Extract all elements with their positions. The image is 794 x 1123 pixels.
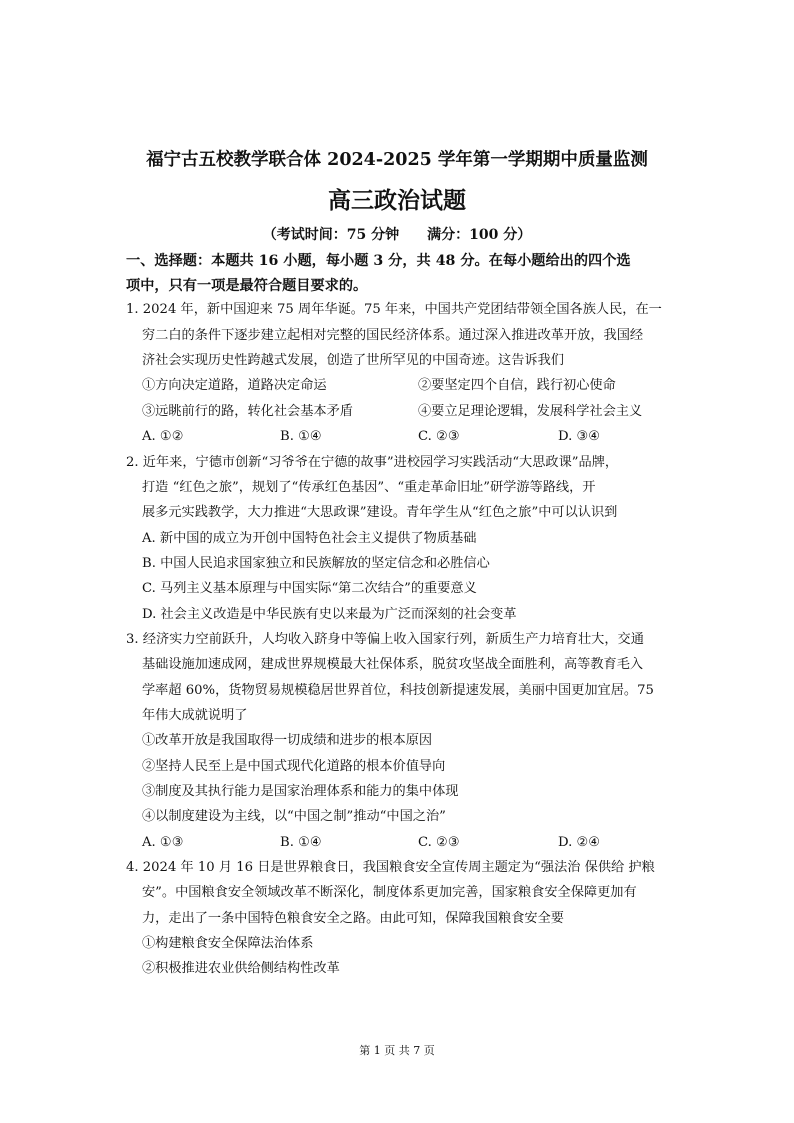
answer-choice-a: A. 新中国的成立为开创中国特色社会主义提供了物质基础 [142,531,477,546]
statement-item: ②要坚定四个自信，践行初心使命 [418,378,616,393]
question-text-line: 基础设施加速成网，建成世界规模最大社保体系，脱贫攻坚战全面胜利，高等教育毛入 [142,657,644,672]
answer-choice-b: B. ①④ [280,835,322,850]
statement-item: ③制度及其执行能力是国家治理体系和能力的集中体现 [142,784,459,799]
question-text-line: 展多元实践教学，大力推进“大思政课”建设。青年学生从“红色之旅”中可以认识到 [142,505,618,520]
answer-choice-c: C. ②③ [418,429,460,444]
answer-choice-b: B. 中国人民追求国家独立和民族解放的坚定信念和必胜信心 [142,556,490,571]
answer-choice-d: D. ③④ [558,429,601,444]
page-number: 第 1 页 共 7 页 [359,1044,435,1057]
question-text-line: 力，走出了一条中国特色粮食安全之路。由此可知，保障我国粮食安全要 [142,911,564,926]
subject-title: 高三政治试题 [328,187,466,214]
answer-choice-a: A. ①③ [142,835,184,850]
statement-item: ②积极推进农业供给侧结构性改革 [142,961,340,976]
section-heading-line1: 一、选择题：本题共 16 小题，每小题 3 分，共 48 分。在每小题给出的四个选 [126,253,631,269]
answer-choice-d: D. 社会主义改造是中华民族有史以来最为广泛而深刻的社会变革 [142,607,517,622]
statement-item: ①改革开放是我国取得一切成绩和进步的根本原因 [142,733,433,748]
exam-info: （考试时间：75 分钟 满分：100 分） [262,227,532,243]
question-text-line: 3. 经济实力空前跃升，人均收入跻身中等偏上收入国家行列，新质生产力培育壮大，交通 [126,632,644,647]
school-exam-title: 福宁古五校教学联合体 2024-2025 学年第一学期期中质量监测 [146,150,648,170]
question-text-line: 2. 近年来，宁德市创新“习爷爷在宁德的故事”进校园学习实践活动“大思政课”品牌， [126,455,619,470]
question-text-line: 穷二白的条件下逐步建立起相对完整的国民经济体系。通过深入推进改革开放，我国经 [142,328,644,343]
question-text-line: 1. 2024 年，新中国迎来 75 周年华诞。75 年来，中国共产党团结带领全国各族人民，在一 [126,302,662,317]
statement-item: ②坚持人民至上是中国式现代化道路的根本价值导向 [142,759,446,774]
statement-item: ③远眺前行的路，转化社会基本矛盾 [142,404,353,419]
question-text-line: 学率超 60%，货物贸易规模稳居世界首位，科技创新提速发展，美丽中国更加宜居。75 [142,683,654,698]
answer-choice-b: B. ①④ [280,429,322,444]
answer-choice-c: C. 马列主义基本原理与中国实际“第二次结合”的重要意义 [142,581,477,596]
question-text-line: 安”。中国粮食安全领域改革不断深化，制度体系更加完善，国家粮食安全保障更加有 [142,885,637,900]
statement-item: ④要立足理论逻辑，发展科学社会主义 [418,404,643,419]
statement-item: ④以制度建设为主线，以“中国之制”推动“中国之治” [142,809,446,824]
question-text-line: 打造 “红色之旅”，规划了“传承红色基因”、“重走革命旧址”研学游等路线，开 [142,480,596,495]
question-text-line: 济社会实现历史性跨越式发展，创造了世所罕见的中国奇迹。这告诉我们 [142,353,564,368]
statement-item: ①构建粮食安全保障法治体系 [142,936,314,951]
question-text-line: 4. 2024 年 10 月 16 日是世界粮食日，我国粮食安全宣传周主题定为“强法治 保供给 护粮 [126,860,655,875]
statement-item: ①方向决定道路，道路决定命运 [142,378,327,393]
answer-choice-c: C. ②③ [418,835,460,850]
section-heading-line2: 项中，只有一项是最符合题目要求的。 [126,278,368,294]
answer-choice-a: A. ①② [142,429,184,444]
answer-choice-d: D. ②④ [558,835,601,850]
question-text-line: 年伟大成就说明了 [142,708,248,723]
